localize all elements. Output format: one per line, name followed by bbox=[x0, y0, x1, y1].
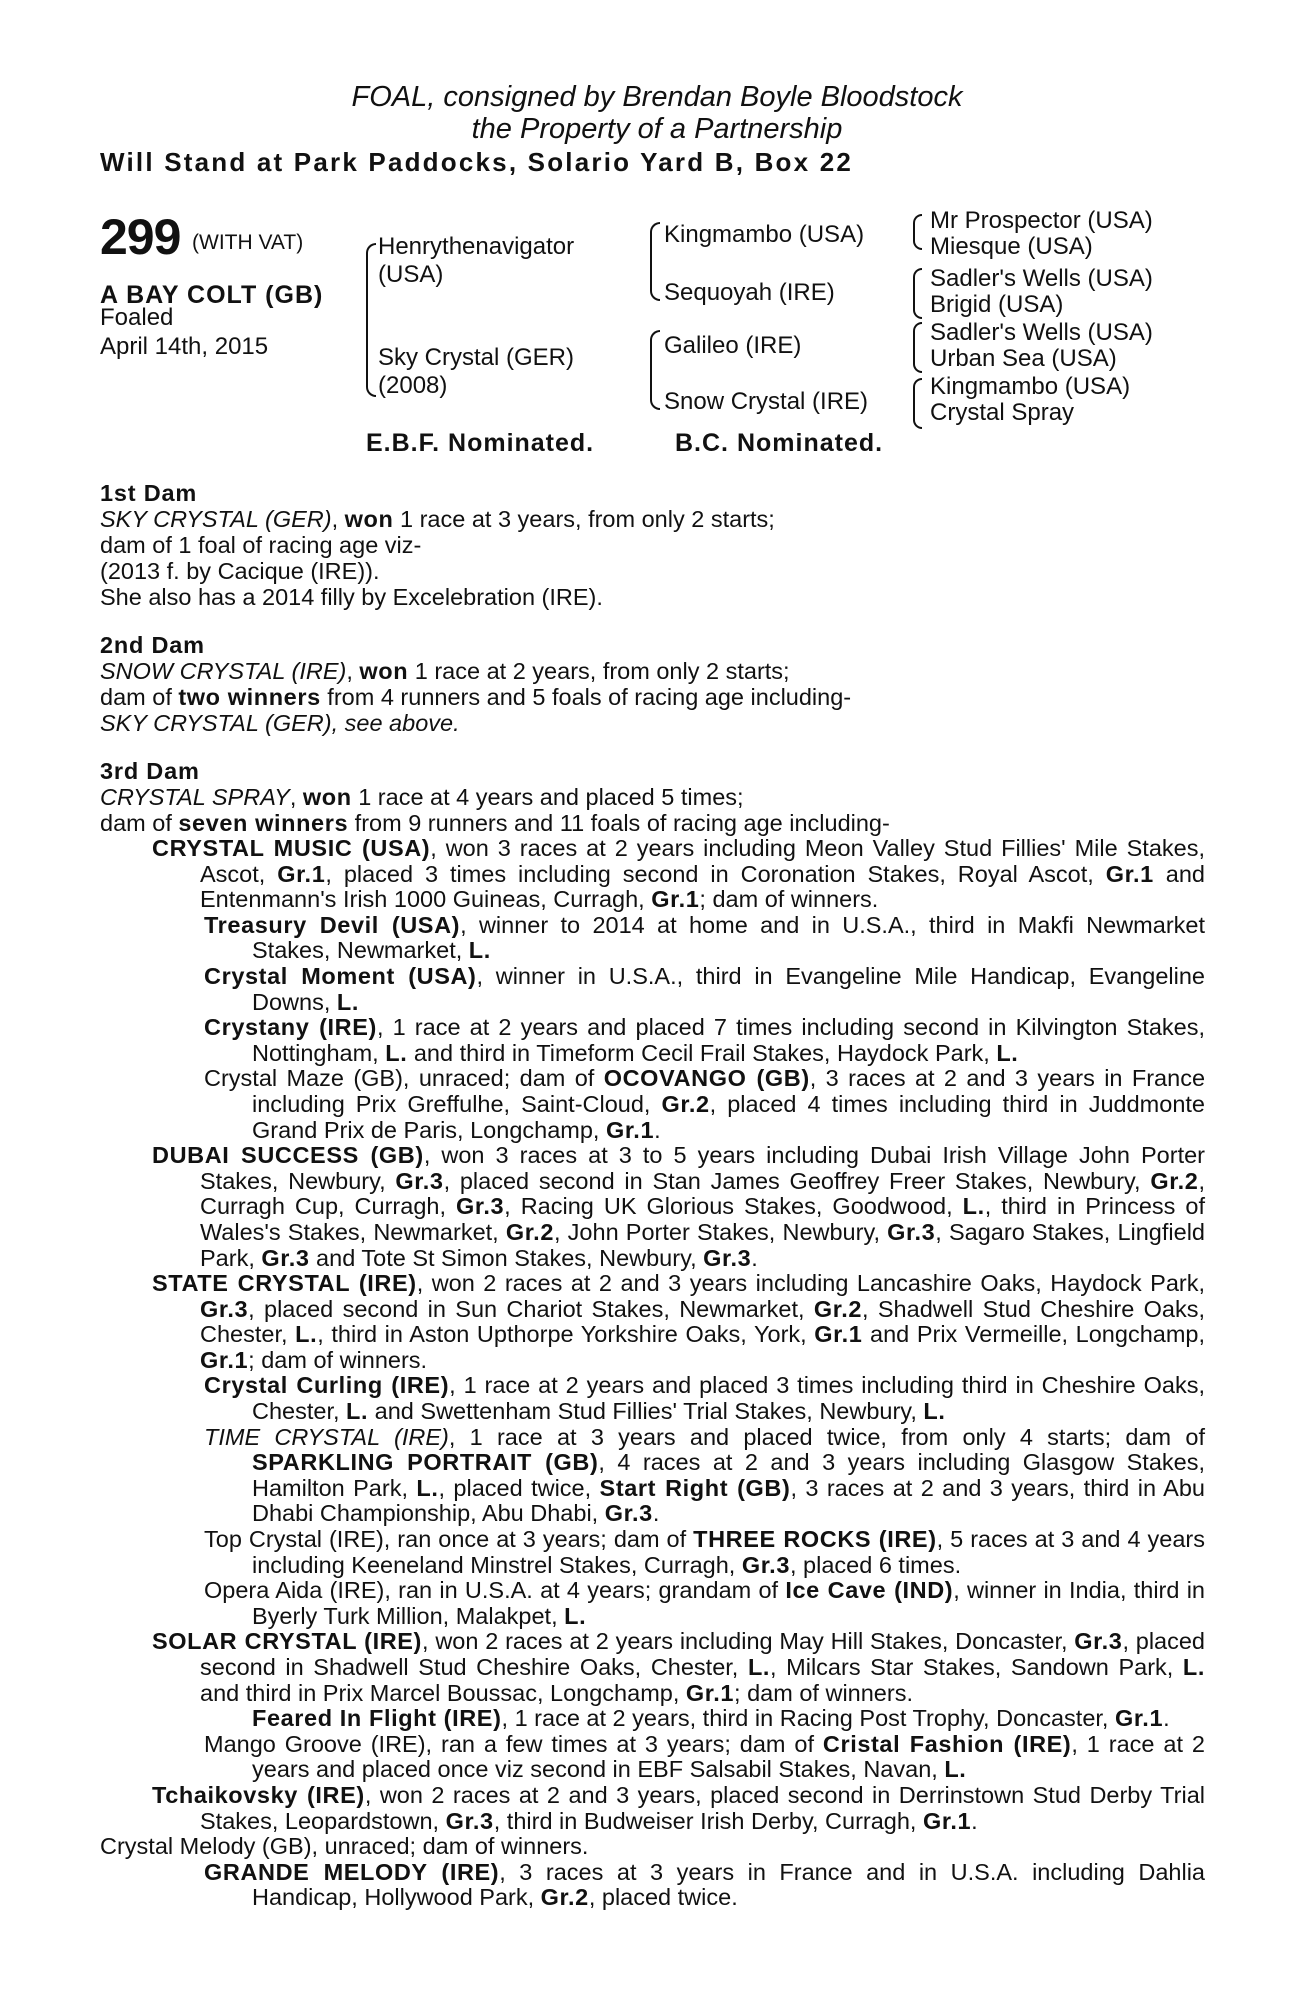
horse-name-bold: Gr.1 bbox=[814, 1321, 863, 1348]
horse-name-bold: Gr.3 bbox=[604, 1500, 653, 1527]
horse-name-bold: Crystal Curling (IRE) bbox=[204, 1372, 450, 1399]
gen3-4: Brigid (USA) bbox=[930, 291, 1064, 318]
produce-entry bbox=[204, 1577, 1205, 1629]
entry-text: and Prix Vermeille, Longchamp, bbox=[862, 1321, 1206, 1348]
horse-name-bold: Gr.2 bbox=[813, 1295, 863, 1322]
entry-text: , 1 race at 2 years and placed 3 times including third in Cheshire Oaks, Chester, bbox=[252, 1372, 1205, 1425]
horse-name-bold: Ice Cave (IND) bbox=[785, 1577, 954, 1604]
dam-year: (2008) bbox=[378, 372, 448, 399]
brace-g3-3 bbox=[913, 322, 922, 373]
horse-name-bold: L. bbox=[944, 1756, 967, 1783]
horse-name-bold: L. bbox=[923, 1398, 946, 1425]
entry-text: . bbox=[751, 1244, 758, 1271]
third-dam-winners: seven winners bbox=[178, 810, 349, 836]
entry-text: , John Porter Stakes, Newbury, bbox=[554, 1218, 888, 1245]
horse-name-bold: L. bbox=[996, 1039, 1019, 1066]
horse-name-bold: Tchaikovsky (IRE) bbox=[152, 1781, 365, 1808]
brace-g3-2 bbox=[913, 268, 922, 319]
entry-text: , placed twice, bbox=[438, 1474, 600, 1501]
second-dam-section bbox=[100, 632, 1210, 736]
entry-text: , 5 races at 3 and 4 years including Keeneland Minstrel Stakes, Curragh, bbox=[252, 1526, 1205, 1578]
horse-name-bold: Start Right (GB) bbox=[599, 1474, 791, 1501]
entry-text: and third in Timeform Cecil Frail Stakes, Haydock Park, bbox=[407, 1039, 997, 1066]
first-dam-won: won bbox=[344, 506, 394, 532]
horse-name-bold: THREE ROCKS (IRE) bbox=[693, 1526, 937, 1553]
entry-text: ; dam of winners. bbox=[248, 1346, 428, 1373]
entry-text: . bbox=[652, 1500, 660, 1527]
horse-name-bold: Crystal Moment (USA) bbox=[204, 962, 477, 989]
gen3-8: Crystal Spray bbox=[930, 399, 1075, 426]
third-dam-record: CRYSTAL SPRAY, won 1 race at 4 years and placed 5 times; bbox=[100, 784, 744, 810]
entry-text: , Sagaro Stakes, Lingfield Park, bbox=[200, 1218, 1205, 1271]
first-dam-heading: 1st Dam bbox=[100, 480, 198, 506]
second-dam-produce bbox=[100, 684, 1210, 710]
second-dam-offspring: SKY CRYSTAL (GER), see above. bbox=[100, 710, 460, 736]
produce-entries bbox=[100, 836, 1205, 1911]
first-dam-note: She also has a 2014 filly by Excelebration (IRE). bbox=[100, 584, 603, 610]
produce-entry bbox=[100, 1834, 1205, 1860]
dam-sire: Galileo (IRE) bbox=[664, 332, 802, 359]
entry-text: , placed second in Stan James Geoffrey Freer Stakes, Newbury, bbox=[443, 1167, 1151, 1194]
horse-name-bold: L. bbox=[468, 937, 491, 964]
horse-name-bold: Gr.1 bbox=[923, 1807, 972, 1834]
entry-text: , placed 3 times including second in Coronation Stakes, Royal Ascot, bbox=[325, 860, 1106, 887]
horse-name-bold: L. bbox=[336, 988, 359, 1015]
foaled-date: April 14th, 2015 bbox=[100, 333, 269, 360]
entry-text: , placed 6 times. bbox=[790, 1551, 962, 1578]
third-dam-produce-rest: from 9 runners and 11 foals of racing age including- bbox=[348, 810, 890, 836]
horse-name-bold: Gr.3 bbox=[261, 1244, 310, 1271]
entry-text: . bbox=[971, 1807, 978, 1834]
produce-entry bbox=[152, 1781, 1205, 1834]
produce-entry bbox=[204, 1423, 1205, 1527]
horse-name-bold: Gr.1 bbox=[1105, 860, 1154, 887]
third-dam-produce bbox=[100, 810, 1210, 836]
entry-text: and third in Prix Marcel Boussac, Longchamp, bbox=[200, 1679, 686, 1706]
first-dam-record-text: 1 race at 3 years, from only 2 starts; bbox=[393, 506, 775, 532]
produce-entry bbox=[204, 1858, 1205, 1911]
brace-gen1 bbox=[366, 243, 376, 397]
consignor-line: FOAL, consigned by Brendan Boyle Bloodstock bbox=[351, 81, 963, 113]
third-dam-won: won bbox=[302, 784, 352, 810]
entry-text: , third in Aston Upthorpe Yorkshire Oaks, York, bbox=[317, 1321, 815, 1348]
entry-text: , placed second in Sun Chariot Stakes, Newmarket, bbox=[248, 1295, 814, 1322]
property-line: the Property of a Partnership bbox=[471, 113, 843, 145]
entry-text: , third in Budweiser Irish Derby, Curragh, bbox=[493, 1807, 923, 1834]
entry-text: and Swettenham Stud Fillies' Trial Stakes, Newbury, bbox=[368, 1398, 924, 1425]
entry-text: Mango Groove (IRE), ran a few times at 3 years; dam of bbox=[204, 1730, 823, 1757]
brace-dam-line bbox=[650, 330, 660, 410]
sire-sire: Kingmambo (USA) bbox=[664, 221, 865, 248]
entry-text: . bbox=[1163, 1705, 1170, 1732]
entry-text: , Racing UK Glorious Stakes, Goodwood, bbox=[504, 1193, 963, 1220]
horse-name-bold: Gr.1 bbox=[651, 886, 700, 913]
sire-dam: Sequoyah (IRE) bbox=[664, 279, 835, 306]
horse-name-bold: STATE CRYSTAL (IRE) bbox=[152, 1270, 417, 1297]
gen3-1: Mr Prospector (USA) bbox=[930, 207, 1153, 234]
horse-name-bold: Gr.3 bbox=[445, 1807, 494, 1834]
horse-name-bold: L. bbox=[962, 1193, 985, 1220]
horse-name-bold: Gr.1 bbox=[200, 1346, 249, 1373]
second-dam-name: SNOW CRYSTAL (IRE) bbox=[100, 658, 347, 684]
entry-text: and Entenmann's Irish 1000 Guineas, Curragh, bbox=[200, 860, 1205, 913]
horse-name-bold: Cristal Fashion (IRE) bbox=[822, 1730, 1072, 1757]
gen3-6: Urban Sea (USA) bbox=[930, 345, 1117, 372]
first-dam-foal: (2013 f. by Cacique (IRE)). bbox=[100, 558, 380, 584]
horse-name-bold: Gr.2 bbox=[661, 1090, 710, 1117]
horse-name-bold: Gr.3 bbox=[887, 1218, 936, 1245]
produce-entry bbox=[204, 1730, 1205, 1783]
third-dam-dam-of: dam of bbox=[100, 810, 179, 836]
second-dam-dam-of: dam of bbox=[100, 684, 179, 710]
produce-entry bbox=[204, 962, 1205, 1015]
entry-text: , placed 4 times including third in Juddmonte Grand Prix de Paris, Longchamp, bbox=[252, 1090, 1205, 1143]
dam-dam: Snow Crystal (IRE) bbox=[664, 388, 869, 415]
entry-text: , third in Princess of Wales's Stakes, Newmarket, bbox=[200, 1193, 1206, 1245]
produce-entry bbox=[204, 1372, 1205, 1425]
horse-name-bold: Gr.3 bbox=[741, 1551, 790, 1578]
second-dam-record-text: 1 race at 2 years, from only 2 starts; bbox=[408, 658, 790, 684]
horse-name-bold: OCOVANGO (GB) bbox=[603, 1065, 810, 1092]
horse-name-bold: Gr.3 bbox=[1074, 1628, 1123, 1655]
entry-text: , 3 races at 2 and 3 years in France including Prix Greffulhe, Saint-Cloud, bbox=[252, 1065, 1206, 1117]
horse-name-bold: L. bbox=[1182, 1654, 1205, 1680]
lot-number: 299 bbox=[100, 209, 181, 265]
brace-sire-line bbox=[650, 222, 660, 301]
horse-name-bold: Crystany (IRE) bbox=[204, 1014, 377, 1041]
entry-text: , Curragh Cup, Curragh, bbox=[200, 1167, 1205, 1220]
gen3-3: Sadler's Wells (USA) bbox=[930, 265, 1153, 292]
horse-name-italic: TIME CRYSTAL (IRE) bbox=[204, 1423, 449, 1450]
horse-name-bold: Gr.3 bbox=[395, 1167, 444, 1194]
first-dam-produce: dam of 1 foal of racing age viz- bbox=[100, 532, 422, 558]
entry-text: Crystal Melody (GB), unraced; dam of winners. bbox=[100, 1833, 589, 1860]
second-dam-record: SNOW CRYSTAL (IRE), won 1 race at 2 years, from only 2 starts; bbox=[100, 658, 790, 684]
third-dam-section bbox=[100, 758, 1210, 836]
gen3-7: Kingmambo (USA) bbox=[930, 373, 1131, 400]
entry-text: , placed twice. bbox=[588, 1884, 738, 1911]
entry-text: , winner to 2014 at home and in U.S.A., third in Makfi Newmarket Stakes, Newmarket, bbox=[252, 911, 1206, 964]
horse-name-bold: SPARKLING PORTRAIT (GB) bbox=[252, 1449, 599, 1476]
entry-text: . bbox=[654, 1116, 661, 1143]
ebf-nominated: E.B.F. Nominated. bbox=[366, 429, 595, 457]
second-dam-produce-rest: from 4 runners and 5 foals of racing age including- bbox=[320, 684, 852, 710]
entry-text: , Shadwell Stud Cheshire Oaks, Chester, bbox=[200, 1295, 1205, 1348]
first-dam-record: SKY CRYSTAL (GER), won 1 race at 3 years, from only 2 starts; bbox=[100, 506, 775, 532]
stand-location: Will Stand at Park Paddocks, Solario Yard B, Box 22 bbox=[100, 147, 854, 177]
entry-text: , 3 races at 2 and 3 years, third in Abu Dhabi Championship, Abu Dhabi, bbox=[252, 1474, 1205, 1527]
entry-text: Opera Aida (IRE), ran in U.S.A. at 4 years; grandam of bbox=[204, 1577, 786, 1604]
horse-name-bold: Gr.1 bbox=[685, 1679, 735, 1706]
produce-entry bbox=[204, 1065, 1206, 1143]
horse-name-bold: Treasury Devil (USA) bbox=[204, 911, 461, 938]
horse-name-bold: Gr.3 bbox=[200, 1295, 249, 1322]
horse-name-bold: L. bbox=[295, 1321, 318, 1348]
produce-entry bbox=[152, 1142, 1206, 1271]
gen3-5: Sadler's Wells (USA) bbox=[930, 319, 1153, 346]
dam: Sky Crystal (GER) bbox=[378, 344, 575, 371]
entry-text: , winner in India, third in Byerly Turk Million, Malakpet, bbox=[252, 1577, 1205, 1629]
produce-entry bbox=[204, 911, 1206, 964]
entry-text: ; dam of winners. bbox=[699, 886, 879, 913]
horse-name-bold: GRANDE MELODY (IRE) bbox=[204, 1858, 500, 1885]
horse-name-bold: Gr.2 bbox=[1150, 1167, 1199, 1194]
horse-name-bold: Gr.1 bbox=[1114, 1705, 1164, 1732]
gen3-2: Miesque (USA) bbox=[930, 233, 1093, 260]
brace-g3-4 bbox=[913, 378, 922, 429]
horse-name-bold: L. bbox=[747, 1654, 771, 1680]
horse-name-bold: Gr.2 bbox=[540, 1884, 589, 1911]
entry-text: , Milcars Star Stakes, Sandown Park, bbox=[770, 1654, 1183, 1680]
entry-text: , 1 race at 2 years, third in Racing Post Trophy, Doncaster, bbox=[501, 1705, 1115, 1732]
entry-text: , winner in U.S.A., third in Evangeline Mile Handicap, Evangeline Downs, bbox=[252, 962, 1205, 1015]
horse-name-bold: L. bbox=[385, 1039, 408, 1066]
entry-text: , won 2 races at 2 years including May Hill Stakes, Doncaster, bbox=[422, 1628, 1075, 1655]
horse-name-bold: DUBAI SUCCESS (GB) bbox=[152, 1142, 424, 1169]
first-dam-name: SKY CRYSTAL (GER) bbox=[100, 506, 332, 532]
horse-name-bold: Gr.1 bbox=[605, 1116, 655, 1143]
produce-entry bbox=[204, 1014, 1205, 1066]
horse-name-bold: L. bbox=[346, 1398, 369, 1425]
horse-name-bold: SOLAR CRYSTAL (IRE) bbox=[152, 1628, 422, 1655]
horse-name-bold: Gr.3 bbox=[703, 1244, 752, 1271]
third-dam-name: CRYSTAL SPRAY bbox=[100, 784, 290, 810]
entry-text: , won 3 races at 3 to 5 years including Dubai Irish Village John Porter Stakes, Newbury, bbox=[200, 1142, 1205, 1194]
entry-text: Crystal Maze (GB), unraced; dam of bbox=[204, 1065, 604, 1092]
produce-entry bbox=[152, 835, 1205, 913]
entry-text: , 1 race at 2 years and placed once viz second in EBF Salsabil Stakes, Navan, bbox=[252, 1730, 1205, 1783]
sire-country: (USA) bbox=[378, 261, 444, 288]
horse-name-bold: L. bbox=[416, 1474, 439, 1501]
brace-g3-1 bbox=[913, 214, 922, 250]
foaled-label: Foaled bbox=[100, 304, 174, 331]
third-dam-record-text: 1 race at 4 years and placed 5 times; bbox=[351, 784, 744, 810]
entry-text: , won 2 races at 2 and 3 years including Lancashire Oaks, Haydock Park, bbox=[416, 1270, 1206, 1297]
entry-text: , 4 races at 2 and 3 years including Glasgow Stakes, Hamilton Park, bbox=[252, 1449, 1205, 1501]
second-dam-winners: two winners bbox=[178, 684, 321, 710]
entry-text: , 1 race at 3 years and placed twice, from only 4 starts; dam of bbox=[448, 1423, 1205, 1450]
horse-name-bold: Gr.2 bbox=[505, 1218, 554, 1245]
entry-text: Top Crystal (IRE), ran once at 3 years; dam of bbox=[204, 1526, 694, 1553]
horse-name-bold: L. bbox=[564, 1602, 587, 1629]
lot-description: A BAY COLT (GB) bbox=[100, 281, 324, 309]
entry-text: , won 2 races at 2 and 3 years, placed second in Derrinstown Stud Derby Trial Stakes, Leopardstown, bbox=[200, 1781, 1205, 1834]
bc-nominated: B.C. Nominated. bbox=[675, 429, 884, 457]
horse-name-bold: Gr.3 bbox=[456, 1193, 505, 1220]
entry-text: , 3 races at 3 years in France and in U.S.A. including Dahlia Handicap, Hollywood Park, bbox=[252, 1858, 1205, 1911]
entry-text: ; dam of winners. bbox=[734, 1679, 913, 1706]
horse-name-bold: CRYSTAL MUSIC (USA) bbox=[152, 835, 431, 861]
produce-entry bbox=[152, 1628, 1206, 1706]
third-dam-heading: 3rd Dam bbox=[100, 758, 200, 784]
vat-note: (WITH VAT) bbox=[192, 231, 304, 254]
produce-entry bbox=[204, 1526, 1205, 1578]
horse-name-bold: Gr.1 bbox=[277, 860, 326, 887]
entry-text: and Tote St Simon Stakes, Newbury, bbox=[309, 1244, 704, 1271]
produce-entry bbox=[252, 1705, 1205, 1732]
sire: Henrythenavigator bbox=[378, 233, 575, 260]
second-dam-won: won bbox=[359, 658, 409, 684]
entry-text: , won 3 races at 2 years including Meon Valley Stud Fillies' Mile Stakes, Ascot, bbox=[200, 835, 1205, 887]
first-dam-section bbox=[100, 480, 1210, 610]
second-dam-heading: 2nd Dam bbox=[100, 632, 205, 658]
entry-text: , 1 race at 2 years and placed 7 times including second in Kilvington Stakes, Nottingham, bbox=[252, 1014, 1205, 1066]
entry-text: , placed second in Shadwell Stud Cheshire Oaks, Chester, bbox=[200, 1628, 1206, 1680]
produce-entry bbox=[152, 1270, 1206, 1373]
horse-name-bold: Feared In Flight (IRE) bbox=[252, 1705, 502, 1732]
